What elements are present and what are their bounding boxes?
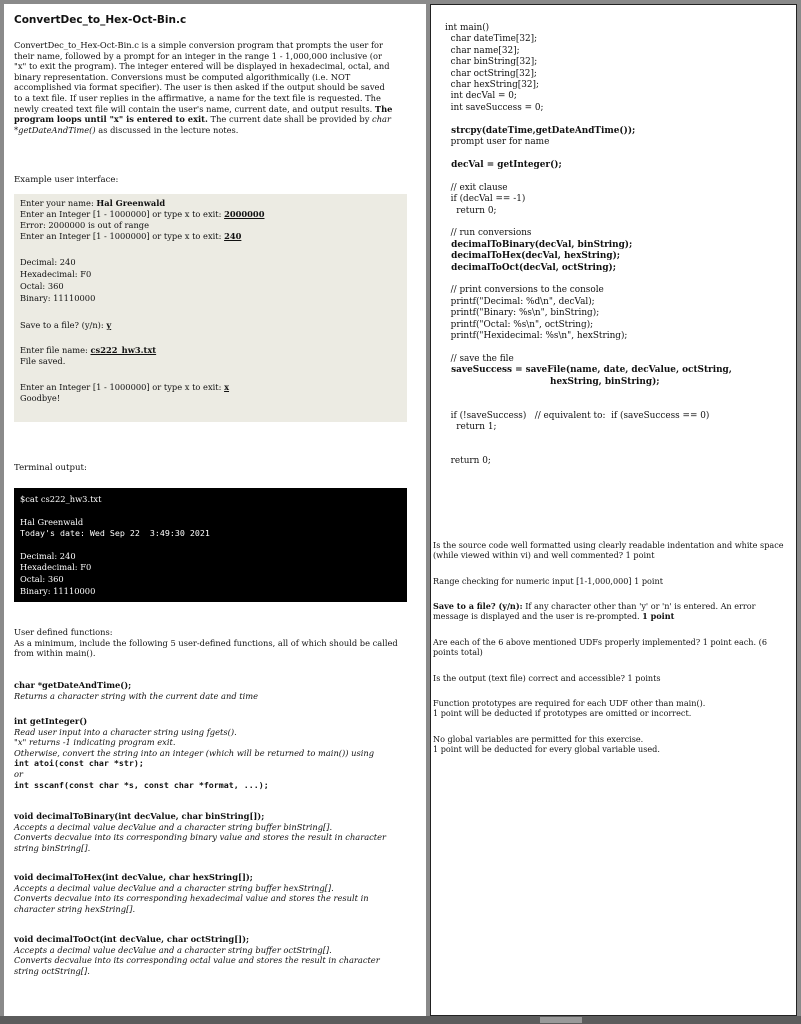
terminal-line-binary: Binary: 11110000 (20, 586, 96, 596)
code-line: // exit clause (445, 182, 508, 193)
code-line: // run conversions (445, 228, 532, 239)
code-line: int saveSuccess = 0; (445, 102, 544, 113)
udf-description: Accepts a decimal value decValue and a character string buffer octString[]. (14, 944, 332, 955)
udf-sscanf-signature: int sscanf(const char *s, const char *format, ...); (14, 779, 269, 790)
main-code-listing (445, 23, 732, 468)
rubric-udfs: Are each of the 6 above mentioned UDFs properly implemented? 1 point each. (6 points total) (433, 637, 767, 658)
scrollbar-thumb[interactable] (540, 1017, 582, 1023)
code-line (445, 388, 732, 399)
ui-line-file-saved: File saved. (20, 356, 66, 366)
code-line: printf("Binary: %s\n", binString); (445, 308, 600, 319)
udf-description: Accepts a decimal value decValue and a character string buffer binString[]. (14, 821, 333, 832)
ui-line-binary: Binary: 11110000 (20, 293, 96, 303)
code-line (445, 399, 732, 410)
ui-line-save-prompt: Save to a file? (y/n): y (20, 320, 112, 330)
udf-description: Converts decvalue into its corresponding octal value and stores the result in character string octString[]. (14, 955, 380, 976)
code-line: printf("Hexidecimal: %s\n", hexString); (445, 330, 628, 341)
code-line: // save the file (445, 353, 514, 364)
udf-get-integer (14, 716, 404, 790)
code-line: if (!saveSuccess) // equivalent to: if (saveSuccess == 0) (445, 410, 710, 421)
ui-line-error: Error: 2000000 is out of range (20, 220, 150, 230)
code-line (445, 114, 732, 125)
rubric-range-check: Range checking for numeric input [1-1,000,000] 1 point (433, 576, 663, 586)
code-line: char octString[32]; (445, 68, 537, 79)
udf-description: Read user input into a character string using fgets(). (14, 726, 237, 737)
udf-atoi-signature: int atoi(const char *str); (14, 758, 144, 769)
udf-description: "x" returns -1 indicating program exit. (14, 737, 176, 748)
ui-line-goodbye: Goodbye! (20, 393, 61, 403)
code-line (445, 274, 732, 285)
ui-line-hex: Hexadecimal: F0 (20, 269, 92, 279)
rubric-globals-line-1: No global variables are permitted for this exercise. (433, 734, 644, 744)
rubric-save-points: 1 point (642, 611, 675, 622)
code-line: hexString, binString); (445, 376, 660, 387)
code-line: int decVal = 0; (445, 91, 517, 102)
code-line: decimalToOct(decVal, octString); (445, 262, 616, 273)
udf-decimal-to-binary (14, 811, 404, 853)
rubric-save-label: Save to a file? (y/n): (433, 601, 523, 611)
ui-line-octal: Octal: 360 (20, 281, 64, 291)
code-line (445, 342, 732, 353)
assignment-page-right (430, 4, 797, 1016)
terminal-line-cat: $cat cs222_hw3.txt (20, 494, 102, 504)
code-line (445, 445, 732, 456)
udf-signature: char *getDateAndTime(); (14, 680, 132, 690)
intro-end-text: The current date shall be provided by (210, 114, 370, 125)
code-line (445, 217, 732, 228)
intro-tail-text: as discussed in the lecture notes. (98, 124, 239, 135)
intro-text: ConvertDec_to_Hex-Oct-Bin.c is a simple conversion program that prompts the user for their name, followed by a prompt for an integer in the range 1 - 1,000,000 inclusive (or "x" to exit the program). The integer entered will be displayed in hexadecimal, octal, and binary representation. Conversions must be computed algorithmically (i.e. NOT accomplished via format specifier). The user is then asked if the output should be saved to a text file. If user replies in the affirmative, a name for the text file is requested. The newly created text file will contain the user's name, current date, and output results. (14, 40, 390, 114)
code-line: // print conversions to the console (445, 285, 604, 296)
rubric-formatting: Is the source code well formatted using clearly readable indentation and white space (while viewed within vi) and well commented? 1 point (433, 540, 784, 561)
terminal-label: Terminal output: (14, 463, 87, 473)
rubric-prototypes-line-2: 1 point will be deducted if prototypes are omitted or incorrect. (433, 708, 692, 719)
rubric-globals-line-2: 1 point will be deducted for every global variable used. (433, 744, 660, 755)
ui-line-decimal: Decimal: 240 (20, 257, 76, 267)
udf-signature: void decimalToOct(int decValue, char octString[]); (14, 934, 250, 944)
udf-description: Converts decvalue into its corresponding binary value and stores the result in character string binString[]. (14, 832, 387, 853)
code-line: return 0; (445, 456, 491, 467)
code-line: if (decVal == -1) (445, 194, 526, 205)
udf-heading: User defined functions: (14, 627, 113, 637)
udf-intro: As a minimum, include the following 5 user-defined functions, all of which should be called from within main(). (14, 637, 398, 659)
terminal-line-name: Hal Greenwald (20, 517, 84, 527)
terminal-output-box (14, 488, 407, 602)
udf-decimal-to-oct (14, 934, 404, 976)
document-title: ConvertDec_to_Hex-Oct-Bin.c (14, 14, 187, 26)
example-ui-box (14, 194, 407, 422)
udf-get-date-and-time (14, 680, 404, 701)
code-line (445, 171, 732, 182)
code-line: printf("Octal: %s\n", octString); (445, 319, 594, 330)
code-line: char dateTime[32]; (445, 34, 538, 45)
example-ui-label: Example user interface: (14, 175, 119, 185)
rubric-prototypes (433, 698, 791, 719)
code-line: saveSuccess = saveFile(name, date, decValue, octString, (445, 365, 732, 376)
code-line: decVal = getInteger(); (445, 159, 562, 170)
intro-bold-text: The program loops until "x" is entered to exit. (14, 103, 393, 125)
ui-line-prompt-exit: Enter an Integer [1 - 1000000] or type x to exit: x (20, 382, 230, 392)
rubric-output: Is the output (text file) correct and accessible? 1 points (433, 673, 661, 683)
code-line: strcpy(dateTime,getDateAndTime()); (445, 125, 636, 136)
ui-line-filename: Enter file name: cs222_hw3.txt (20, 345, 157, 355)
ui-line-name: Enter your name: Hal Greenwald (20, 198, 166, 208)
udf-decimal-to-hex (14, 872, 404, 914)
code-line: int main() (445, 23, 490, 33)
code-line: printf("Decimal: %d\n", decVal); (445, 296, 595, 307)
code-line: decimalToHex(decVal, hexString); (445, 251, 621, 262)
code-line: char hexString[32]; (445, 80, 539, 91)
terminal-line-decimal: Decimal: 240 (20, 551, 76, 561)
terminal-line-octal: Octal: 360 (20, 574, 64, 584)
ui-line-prompt-2: Enter an Integer [1 - 1000000] or type x to exit: 240 (20, 231, 242, 241)
rubric-prototypes-line-1: Function prototypes are required for each UDF other than main(). (433, 698, 706, 708)
udf-signature: int getInteger() (14, 716, 88, 726)
terminal-line-hex: Hexadecimal: F0 (20, 562, 92, 572)
code-line: decimalToBinary(decVal, binString); (445, 239, 633, 250)
code-line: char name[32]; (445, 45, 520, 56)
intro-function-ref: char *getDateAndTime() (14, 114, 391, 135)
ui-line-prompt-1: Enter an Integer [1 - 1000000] or type x to exit: 2000000 (20, 209, 265, 219)
udf-section (14, 627, 404, 659)
udf-description: Converts decvalue into its corresponding hexadecimal value and stores the result in character string hexString[]. (14, 893, 369, 914)
udf-description: Returns a character string with the current date and time (14, 690, 259, 701)
udf-description: Otherwise, convert the string into an integer (which will be returned to main()) using (14, 747, 375, 758)
horizontal-scrollbar[interactable] (0, 1016, 801, 1024)
intro-paragraph (14, 40, 394, 135)
rubric-save-prompt (433, 601, 791, 622)
rubric-save-text: If any character other than 'y' or 'n' is entered. An error message is displayed and the user is re-prompted. (433, 601, 756, 622)
udf-description: Accepts a decimal value decValue and a character string buffer hexString[]. (14, 882, 334, 893)
code-line: char binString[32]; (445, 57, 538, 68)
code-line: return 0; (445, 205, 497, 216)
code-line (445, 148, 732, 159)
assignment-page-left (4, 4, 426, 1016)
code-line: return 1; (445, 422, 497, 433)
rubric-globals (433, 734, 791, 755)
udf-signature: void decimalToHex(int decValue, char hexString[]); (14, 872, 253, 882)
code-line (445, 434, 732, 445)
code-line: prompt user for name (445, 137, 550, 148)
udf-or-text: or (14, 768, 23, 779)
terminal-line-date: Today's date: Wed Sep 22 3:49:30 2021 (20, 528, 210, 538)
udf-signature: void decimalToBinary(int decValue, char binString[]); (14, 811, 265, 821)
